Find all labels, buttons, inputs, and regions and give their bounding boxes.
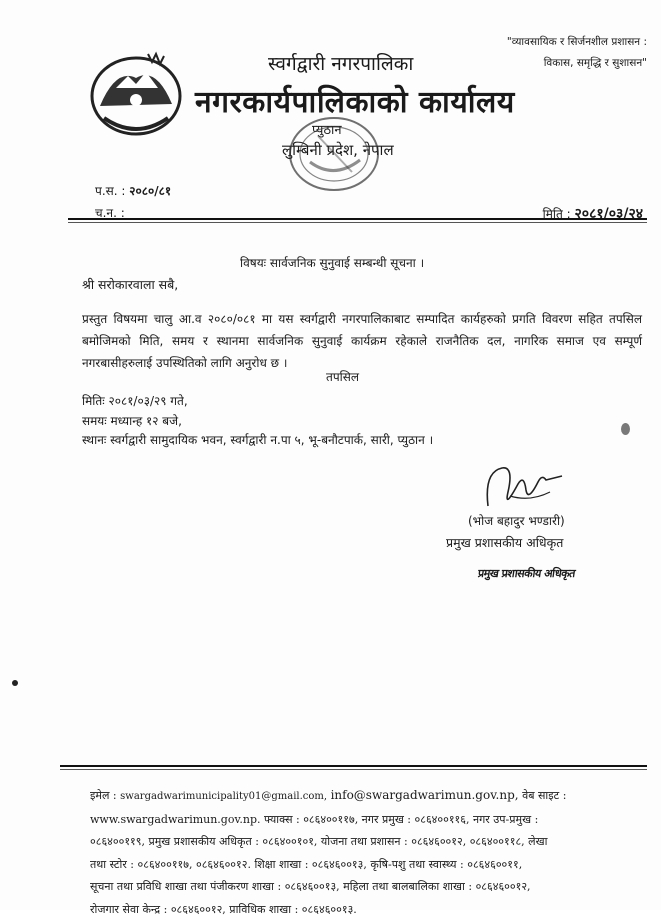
footer-line-website: [90, 809, 646, 832]
event-venue: स्थानः स्वर्गद्वारी सामुदायिक भवन, स्वर्गद्वारी न.पा ५, भू-बनौटपार्क, सारी, प्युठान ।: [82, 431, 433, 448]
header-divider: [68, 218, 647, 220]
letter-date: [543, 204, 643, 223]
reference-number: [95, 182, 171, 199]
ps-label: प.स. :: [95, 184, 125, 198]
signatory-title: प्रमुख प्रशासकीय अधिकृत: [446, 534, 563, 551]
footer-line-3: ०८६४००११९, प्रमुख प्रशासकीय अधिकृत : ०८६४००१०१, योजना तथा प्रशासन : ०८६४६००१२, ०८६४००११८, लेखा: [90, 831, 646, 854]
slogan-line-2: विकास, समृद्धि र सुशासन": [467, 53, 647, 74]
date-value: २०८१/०३/२४: [575, 206, 643, 222]
body-paragraph: प्रस्तुत विषयमा चालु आ.व २०८०/०८१ मा यस स्वर्गद्वारी नगरपालिकाबाट सम्पादित कार्यहरुको प्रगति विवरण सहित तपसिल बमोजिमको मिति, समय र स्थानमा सार्वजनिक सुनुवाई कार्यक्रम रहेकाले राजनैतिक दल, नागरिक समाज एव सम्पूर्ण नगरबासीहरुलाई उपस्थितिको लागि अनुरोध छ ।: [82, 308, 642, 374]
website-url: www.swargadwarimun.gov.np.: [90, 813, 261, 826]
salutation: श्री सरोकारवाला सबै,: [82, 276, 178, 293]
slogan-line-1: "व्यावसायिक र सिर्जनशील प्रशासन :: [467, 32, 647, 53]
cn-label: च.न. :: [95, 206, 125, 220]
footer-divider: [60, 765, 647, 767]
district-name: प्युठान: [312, 120, 342, 138]
email-label: इमेल :: [90, 789, 117, 802]
email-primary: swargadwarimunicipality01@gmail.com,: [120, 791, 327, 802]
details-heading: तपसिल: [326, 368, 359, 385]
subject-line: विषयः सार्वजनिक सुनुवाई सम्बन्धी सूचना ।: [240, 254, 424, 271]
scan-speck: [621, 423, 630, 435]
nepal-emblem-logo: [86, 48, 186, 138]
event-date: मितिः २०८१/०३/२९ गते,: [82, 392, 188, 409]
handwritten-signature: [480, 462, 570, 517]
footer-line-email: [90, 784, 646, 809]
slogan: [467, 32, 647, 74]
office-seal-stamp: [282, 112, 382, 194]
footer-line-6: रोजगार सेवा केन्द्र : ०८६४६००१२, प्राविधिक शाखा : ०८६४६००१३.: [90, 899, 646, 921]
footer-divider-thin: [60, 769, 647, 770]
municipality-name: स्वर्गद्वारी नगरपालिका: [268, 50, 413, 76]
office-name: नगरकार्यपालिकाको कार्यालय: [195, 80, 515, 121]
header-divider-thin: [68, 222, 647, 223]
scan-speck: [12, 680, 18, 686]
email-secondary: info@swargadwarimun.gov.np,: [331, 788, 519, 802]
footer-line-5: सूचना तथा प्रविधि शाखा तथा पंजीकरण शाखा : ०८६४६००१३, महिला तथा बालबालिका शाखा : ०८६४६००१२,: [90, 876, 646, 899]
footer-line-4: तथा स्टोर : ०८६४००११७, ०८६४६००१२. शिक्षा शाखा : ०८६४६००१३, कृषि-पशु तथा स्वास्थ्य : ०८६४६००११,: [90, 854, 646, 877]
date-label: मिति :: [543, 207, 571, 221]
ps-value: २०८०/८१: [129, 184, 171, 198]
designation-stamp: प्रमुख प्रशासकीय अधिकृत: [477, 566, 576, 581]
footer-line2-phones: फ्याक्स : ०८६४००११७, नगर प्रमुख : ०८६४००११६, नगर उप-प्रमुख :: [264, 813, 538, 826]
signatory-name: (भोज बहादुर भण्डारी): [468, 512, 565, 529]
website-label: वेब साइट :: [522, 789, 566, 802]
province-name: लुम्बिनी प्रदेश, नेपाल: [282, 140, 394, 160]
contact-footer: [90, 784, 646, 921]
event-time: समयः मध्यान्ह १२ बजे,: [82, 412, 182, 429]
